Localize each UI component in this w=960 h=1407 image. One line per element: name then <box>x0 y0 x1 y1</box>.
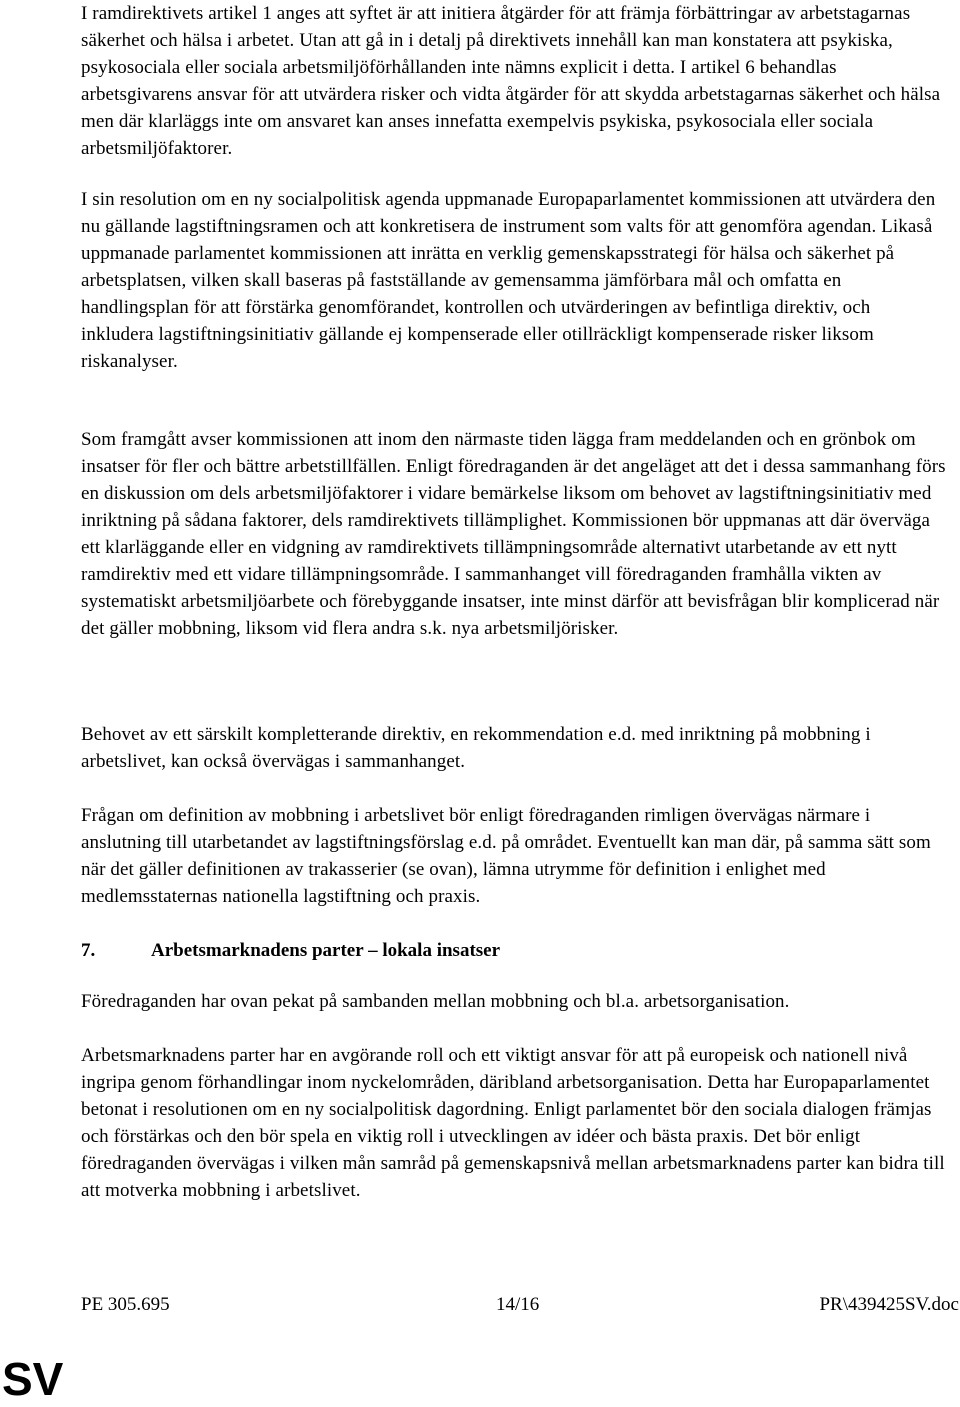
language-tag: SV <box>2 1353 64 1405</box>
paragraph-kompletterande-direktiv: Behovet av ett särskilt kompletterande direktiv, en rekommendation e.d. med inriktning på mobbning i arbetslivet, kan också övervägas i sammanhanget. <box>81 724 871 772</box>
footer-page-number: 14/16 <box>496 1294 540 1315</box>
paragraph-definition: Frågan om definition av mobbning i arbetslivet bör enligt föredraganden rimligen övervägas närmare i anslutning till utarbetandet av lagstiftningsförslag e.d. på området. Eventuellt kan man där, på samma sätt som när det gäller definitionen av trakasserier (se ovan), lämna utrymme för definition i enlighet med medlemsstaternas nationella lagstiftning och praxis. <box>81 805 931 907</box>
paragraph-ramdirektiv: I ramdirektivets artikel 1 anges att syftet är att initiera åtgärder för att främja förbättringar av arbetstagarnas säkerhet och hälsa i arbetet. Utan att gå in i detalj på direktivets innehåll kan man konstatera att psykiska, psykosociala eller sociala arbetsmiljöförhållanden inte nämns explicit i detta. I artikel 6 behandlas arbetsgivarens ansvar för att utvärdera risker och vidta åtgärder för att skydda arbetstagarnas säkerhet och hälsa men där klarläggs inte om ansvaret kan anses innefatta exempelvis psykiska, psykosociala eller sociala arbetsmiljöfaktorer. <box>81 3 941 159</box>
section-title: Arbetsmarknadens parter – lokala insatser <box>151 940 501 961</box>
footer-reference: PE 305.695 <box>81 1294 170 1315</box>
paragraph-arbetsmarknadens-parter: Arbetsmarknadens parter har en avgörande roll och ett viktigt ansvar för att på europeisk och nationell nivå ingripa genom förhandlingar inom nyckelområden, däribland arbetsorganisation. Detta har Europaparlamentet betonat i resolutionen om en ny socialpolitisk dagordning. Enligt parlamentet bör den sociala dialogen främjas och förstärkas och den bör spela en viktig roll i utvecklingen av idéer och bästa praxis. Det bör enligt föredraganden övervägas i vilken mån samråd på gemenskapsnivå mellan arbetsmarknadens parter kan bidra till att motverka mobbning i arbetslivet. <box>81 1045 945 1201</box>
paragraph-kommissionen: Som framgått avser kommissionen att inom den närmaste tiden lägga fram meddelanden och en grönbok om insatser för fler och bättre arbetstillfällen. Enligt föredraganden är det angeläget att det i dessa sammanhang förs en diskussion om dels arbetsmiljöfaktorer i vidare bemärkelse liksom om behovet av lagstiftningsinitiativ med inriktning på sådana faktorer, dels ramdirektivets tillämplighet. Kommissionen bör uppmanas att där överväga ett klarläggande eller en vidgning av ramdirektivets tillämpningsområde alternativt utarbetande av ett nytt ramdirektiv med ett vidare tillämpningsområde. I sammanhanget vill föredraganden framhålla vikten av systematiskt arbetsmiljöarbete och förebyggande insatser, inte minst därför att bevisfrågan blir komplicerad när det gäller mobbning, liksom vid flera andra s.k. nya arbetsmiljörisker. <box>81 429 946 639</box>
paragraph-resolution: I sin resolution om en ny socialpolitisk agenda uppmanade Europaparlamentet kommissionen att utvärdera den nu gällande lagstiftningsramen och att konkretisera de instrument som valts för att genomföra agendan. Likaså uppmanade parlamentet kommissionen att inrätta en verklig gemenskapsstrategi för hälsa och säkerhet på arbetsplatsen, vilken skall baseras på fastställande av gemensamma jämförbara mål och omfatta en handlingsplan för att förstärka genomförandet, kontrollen och utvärderingen av befintliga direktiv, och inkludera lagstiftningsinitiativ gällande ej kompenserade eller otillräckligt kompenserade risker liksom riskanalyser. <box>81 189 936 372</box>
footer-filename: PR\439425SV.doc <box>819 1294 959 1315</box>
page-footer <box>81 1292 959 1318</box>
section-heading <box>81 937 947 964</box>
section-number: 7. <box>81 940 96 961</box>
paragraph-samband: Föredraganden har ovan pekat på sambanden mellan mobbning och bl.a. arbetsorganisation. <box>81 991 790 1012</box>
